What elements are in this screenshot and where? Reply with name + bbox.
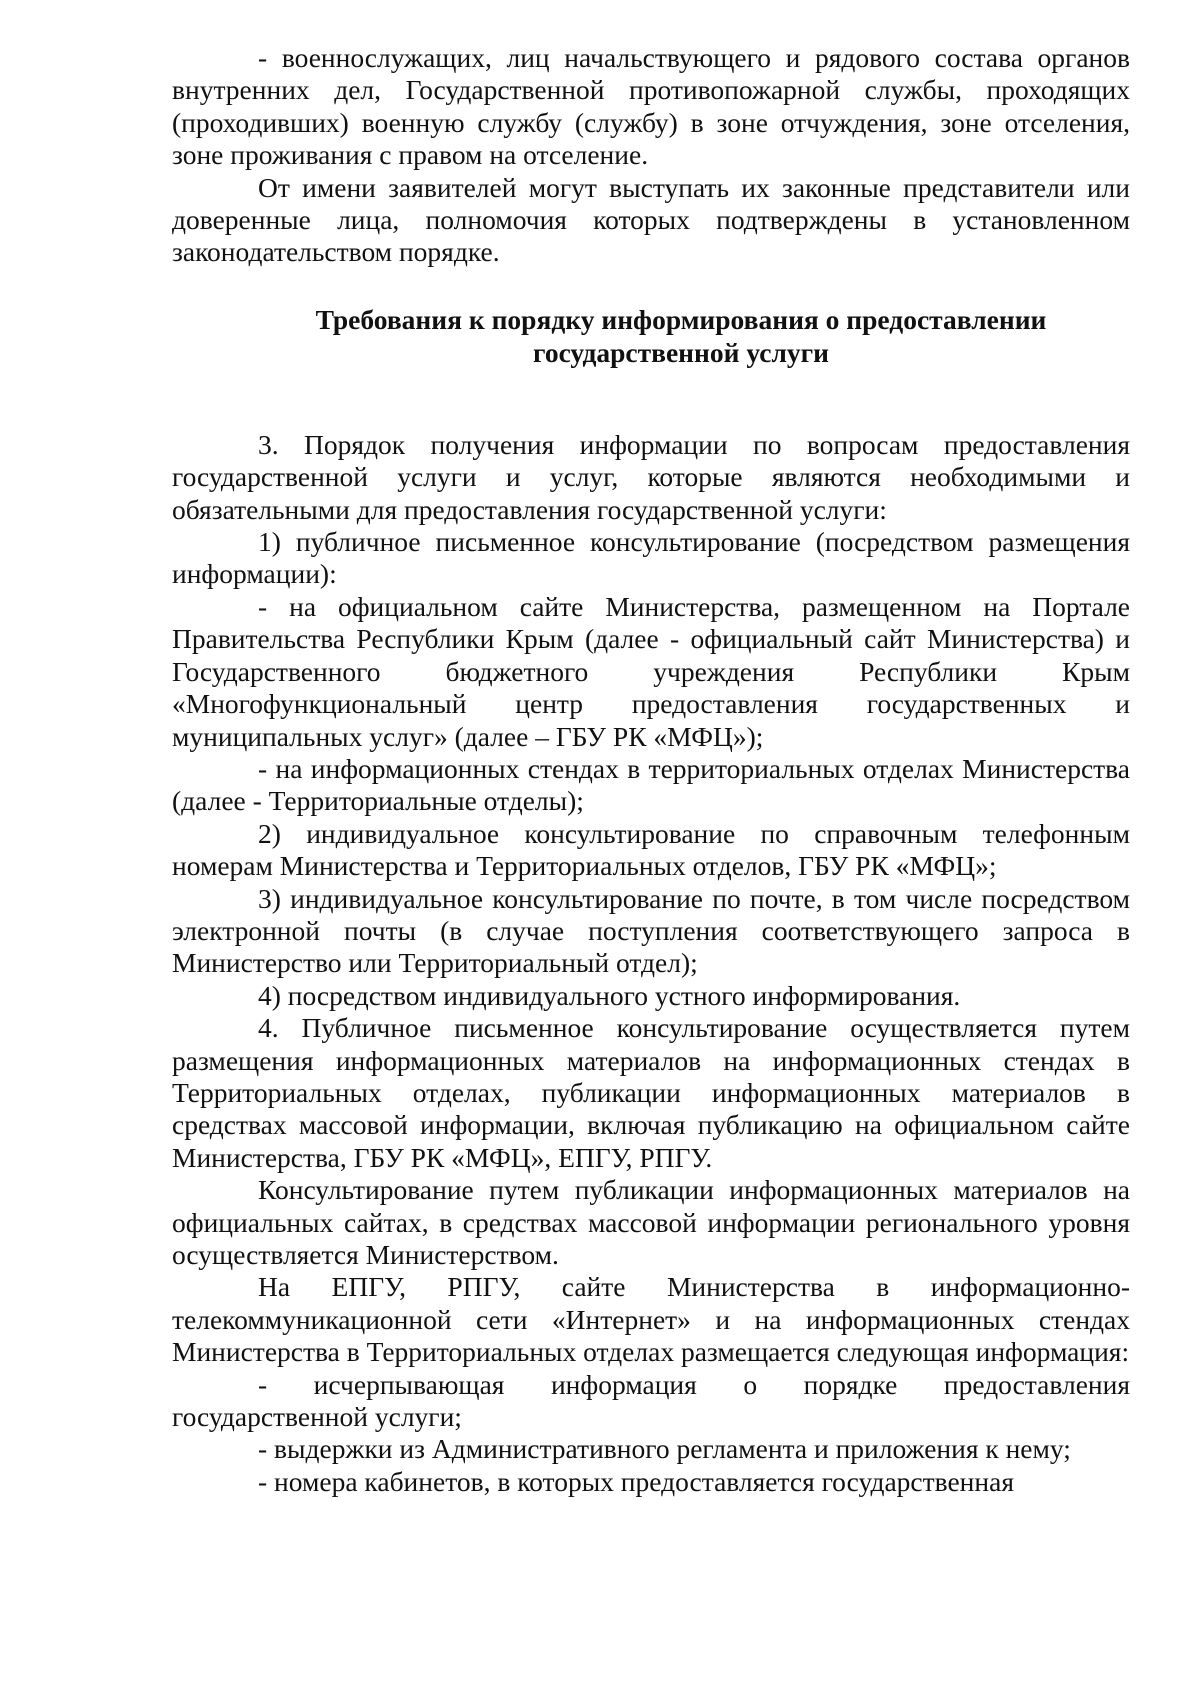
paragraph-subitem-4: 4) посредством индивидуального устного информирования. — [258, 979, 961, 1011]
paragraph-subitem-1: 1) публичное письменное консультирование (посредством размещения информации): — [172, 526, 1130, 590]
paragraph-item-4: 4. Публичное письменное консультирование осуществляется путем размещения информационных материалов на информационных стендах в Территориальных отделах, публикации информационных материалов в средствах массовой информации, включая публикацию на официальном сайте Министерства, ГБУ РК «МФЦ», ЕПГУ, РПГУ. — [172, 1012, 1130, 1173]
paragraph-official-site: - на официальном сайте Министерства, размещенном на Портале Правительства Республики Крым (далее - официальный сайт Министерства) и Государственного бюджетного учреждения Республики Крым «Многофункциональный центр предоставления государственных и муниципальных услуг» (далее – ГБУ РК «МФЦ»); — [172, 590, 1130, 752]
paragraph-info-stands: - на информационных стендах в территориальных отделах Министерства (далее - Территориальные отделы); — [172, 752, 1130, 817]
section-heading — [172, 303, 1130, 369]
paragraph-excerpts: - выдержки из Административного регламента и приложения к нему; — [258, 1433, 1071, 1465]
paragraph-subitem-3: 3) индивидуальное консультирование по почте, в том числе посредством электронной почты (в случае поступления соответствующего запроса в Министерство или Территориальный отдел); — [172, 882, 1130, 979]
paragraph-subitem-2: 2) индивидуальное консультирование по справочным телефонным номерам Министерства и Территориальных отделов, ГБУ РК «МФЦ»; — [172, 817, 1130, 882]
document-page — [172, 42, 1130, 1498]
paragraph-representatives: От имени заявителей могут выступать их законные представители или доверенные лица, полномочия которых подтверждены в установленном законодательством порядке. — [172, 171, 1130, 268]
section-heading-line-1: Требования к порядку информирования о предоставлении — [315, 303, 1047, 335]
section-heading-line-2: государственной услуги — [533, 336, 829, 368]
paragraph-item-3: 3. Порядок получения информации по вопросам предоставления государственной услуги и услуг, которые являются необходимыми и обязательными для предоставления государственной услуги: — [172, 428, 1130, 525]
paragraph-exhaustive-info: - исчерпывающая информация о порядке предоставления государственной услуги; — [172, 1368, 1130, 1433]
paragraph-posted-info: На ЕПГУ, РПГУ, сайте Министерства в информационно-телекоммуникационной сети «Интернет» и на информационных стендах Министерства в Территориальных отделах размещается следующая информация: — [172, 1271, 1130, 1368]
paragraph-room-numbers: - номера кабинетов, в которых предоставляется государственная — [258, 1465, 1014, 1497]
paragraph-consulting: Консультирование путем публикации информационных материалов на официальных сайтах, в средствах массовой информации регионального уровня осуществляется Министерством. — [172, 1174, 1130, 1270]
paragraph-military-personnel: - военнослужащих, лиц начальствующего и рядового состава органов внутренних дел, Государственной противопожарной службы, проходящих (проходивших) военную службу (службу) в зоне отчуждения, зоне отселения, зоне проживания с правом на отселение. — [172, 42, 1130, 171]
